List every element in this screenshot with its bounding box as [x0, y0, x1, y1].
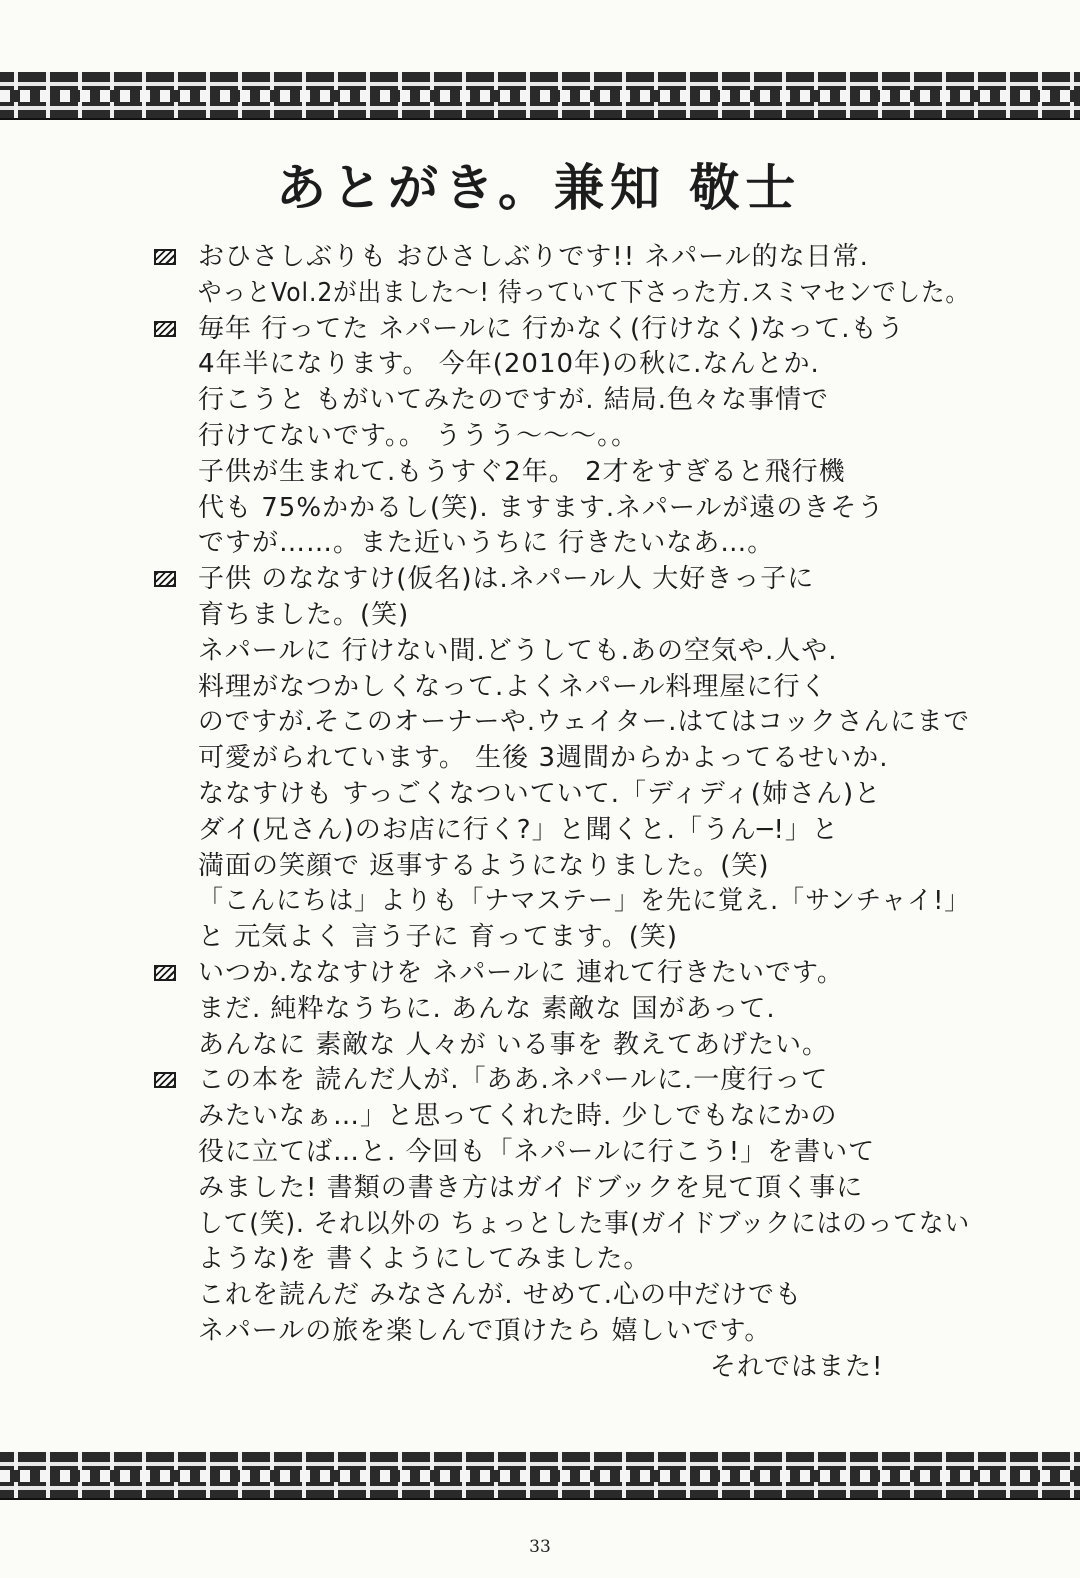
hatched-bullet-icon [154, 571, 176, 587]
text-line: ような)を 書くようにしてみました。 [198, 1244, 651, 1275]
text-line: ネパールの旅を楽しんで頂けたら 嬉しいです。 [198, 1315, 772, 1346]
text-line: ですが……。また近いうちに 行きたいなあ…。 [198, 528, 775, 559]
text-line: 「こんにちは」よりも「ナマステー」を先に覚え.「サンチャイ!」 [198, 886, 971, 917]
text-line: 育ちました。(笑) [198, 599, 410, 630]
text-line: 料理がなつかしくなって.よくネパール料理屋に行く [198, 671, 828, 702]
text-line: ダイ(兄さん)のお店に行く?」と聞くと.「うん─!」と [198, 814, 839, 845]
text-line: 子供 のななすけ(仮名)は.ネパール人 大好きっ子に [150, 562, 970, 598]
text-line: この本を 読んだ人が.「ああ.ネパールに.一度行って [150, 1063, 970, 1099]
text-line: やっとVol.2が出ました〜! 待っていて下さった方.スミマセンでした。 [198, 277, 970, 308]
text-line: 行けてないです。。 ううう〜〜〜。。 [198, 420, 639, 451]
text-line: これを読んだ みなさんが. せめて.心の中だけでも [198, 1280, 803, 1311]
text-line: あんなに 素敵な 人々が いる事を 教えてあげたい。 [198, 1029, 830, 1060]
hatched-bullet-icon [154, 249, 176, 265]
text-line: 役に立てば…と. 今回も「ネパールに行こう!」を書いて [198, 1136, 876, 1167]
text-line: 行こうと もがいてみたのですが. 結局.色々な事情で [198, 385, 830, 416]
text-line: いつか.ななすけを ネパールに 連れて行きたいです。 [150, 956, 970, 992]
text-line: と 元気よく 言う子に 育ってます。(笑) [198, 922, 679, 953]
text-line: まだ. 純粋なうちに. あんな 素敵な 国があって. [198, 993, 776, 1024]
decorative-border-bottom [0, 1452, 1080, 1500]
hatched-bullet-icon [154, 1072, 176, 1088]
afterword-text [150, 240, 970, 1386]
text-line: 毎年 行ってた ネパールに 行かなく(行けなく)なって.もう [150, 312, 970, 348]
text-line: のですが.そこのオーナーや.ウェイター.はてはコックさんにまで [198, 707, 971, 738]
text-line: おひさしぶりも おひさしぶりです!! ネパール的な日常. [150, 240, 970, 276]
hatched-bullet-icon [154, 965, 176, 981]
text-line: ななすけも すっごくなついていて.「ディディ(姉さん)と [198, 778, 882, 809]
decorative-border-top [0, 72, 1080, 120]
text-line: 4年半になります。 今年(2010年)の秋に.なんとか. [198, 349, 820, 380]
page-number: 33 [529, 1537, 551, 1557]
page-title: あとがき。兼知 敬士 [276, 159, 802, 217]
text-line: して(笑). それ以外の ちょっとした事(ガイドブックにはのってない [198, 1208, 971, 1239]
text-line-closing: それではまた! [710, 1351, 884, 1382]
text-line: みました! 書類の書き方はガイドブックを見て頂く事に [198, 1172, 864, 1203]
text-line: ネパールに 行けない間.どうしても.あの空気や.人や. [198, 635, 838, 666]
text-line: 子供が生まれて.もうすぐ2年。 2才をすぎると飛行機 [198, 456, 846, 487]
hatched-bullet-icon [154, 321, 176, 337]
text-line: 可愛がられています。 生後 3週間からかよってるせいか. [198, 743, 889, 774]
text-line: 代も 75%かかるし(笑). ますます.ネパールが遠のきそう [198, 492, 885, 523]
text-line: 満面の笑顔で 返事するようになりました。(笑) [198, 850, 770, 881]
text-line: みたいなぁ…」と思ってくれた時. 少しでもなにかの [198, 1101, 838, 1132]
